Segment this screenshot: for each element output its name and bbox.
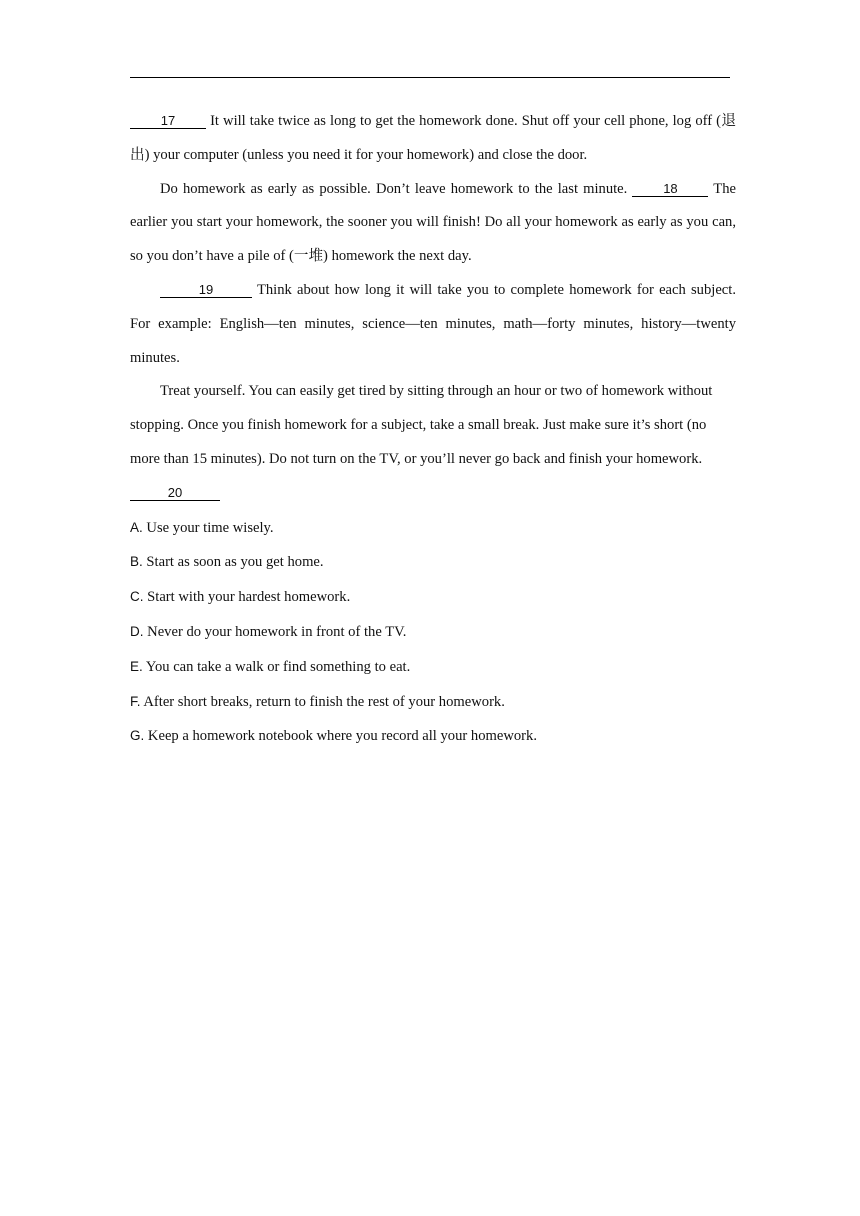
option-letter: D. xyxy=(130,623,144,639)
option-letter: C. xyxy=(130,589,144,605)
option-text: Start with your hardest homework. xyxy=(147,589,351,606)
option-letter: A. xyxy=(130,519,143,535)
blank-18: 18 xyxy=(632,182,708,197)
paragraph-2 xyxy=(130,173,736,274)
paragraph-2-text-after: The earlier you start your homework, the sooner you will finish! Do all your homework as early as you can, so you don’t have a pile of (一堆) homework the next day. xyxy=(130,180,736,265)
option-d xyxy=(130,615,736,650)
paragraph-4-text: Treat yourself. You can easily get tired by sitting through an hour or two of homework without stopping. Once you finish homework for a subject, take a small break. Just make sure it’s short (no more than 15 minutes). Do not turn on the TV, or you’ll never go back and finish your homework. xyxy=(130,383,713,467)
option-letter: B. xyxy=(130,554,143,570)
paragraph-2-text-before: Do homework as early as possible. Don’t leave homework to the last minute. xyxy=(160,180,628,197)
option-e xyxy=(130,650,736,685)
blank-19: 19 xyxy=(160,283,252,298)
option-text: Use your time wisely. xyxy=(146,519,274,536)
paragraph-3 xyxy=(130,274,736,375)
option-text: Never do your homework in front of the TV. xyxy=(147,623,407,640)
paragraph-1-text: It will take twice as long to get the homework done. Shut off your cell phone, log off (退出) your computer (unless you need it for your homework) and close the door. xyxy=(130,113,736,163)
paragraph-4 xyxy=(130,375,736,510)
blank-20: 20 xyxy=(130,486,220,501)
option-text: Keep a homework notebook where you record all your homework. xyxy=(147,728,537,745)
option-letter: G. xyxy=(130,728,145,744)
option-f xyxy=(130,685,736,720)
blank-17: 17 xyxy=(130,114,206,129)
option-text: You can take a walk or find something to eat. xyxy=(145,658,411,675)
option-letter: E. xyxy=(130,658,143,674)
paragraph-1 xyxy=(130,105,736,173)
paragraph-3-text: Think about how long it will take you to complete homework for each subject. For example: English—ten minutes, science—ten minutes, math—forty minutes, history—twenty minutes. xyxy=(130,281,736,366)
header-rule xyxy=(130,77,730,78)
option-text: After short breaks, return to finish the rest of your homework. xyxy=(143,693,505,710)
option-letter: F. xyxy=(130,693,141,709)
option-c xyxy=(130,580,736,615)
option-b xyxy=(130,545,736,580)
option-a xyxy=(130,511,736,546)
option-text: Start as soon as you get home. xyxy=(146,554,324,571)
passage-content xyxy=(130,105,736,754)
option-g xyxy=(130,719,736,754)
